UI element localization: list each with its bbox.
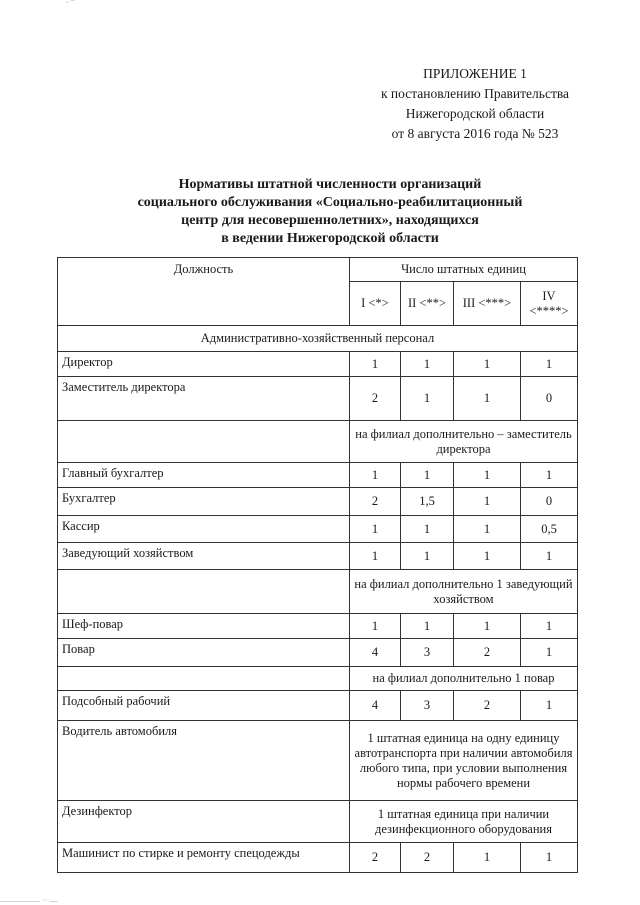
unit-value: 1,5: [401, 488, 454, 516]
unit-value: 1: [521, 463, 578, 488]
document-title: [90, 176, 570, 248]
position-name: Водитель автомобиля: [58, 721, 350, 801]
unit-value: 1: [521, 614, 578, 639]
unit-value: 1: [454, 488, 521, 516]
table-row: [58, 352, 578, 377]
unit-value: 1: [401, 352, 454, 377]
unit-value: 1: [401, 377, 454, 421]
header-units: Число штатных единиц: [350, 258, 578, 282]
unit-value: 1: [454, 352, 521, 377]
title-line: социального обслуживания «Социально-реабилитационный: [137, 195, 523, 210]
unit-value: 1: [454, 516, 521, 543]
table-row: [58, 721, 578, 801]
unit-value: 0: [521, 377, 578, 421]
position-name: Кассир: [58, 516, 350, 543]
header-position: Должность: [58, 258, 350, 326]
table-note-row: [58, 421, 578, 463]
position-name: Шеф-повар: [58, 614, 350, 639]
table-row: [58, 543, 578, 570]
scan-mark: ————— ·· —: [0, 896, 58, 905]
category-1: I <*>: [350, 282, 401, 326]
unit-value: 1: [401, 463, 454, 488]
appendix-line: к постановлению Правительства: [380, 86, 570, 101]
unit-value: 1: [350, 463, 401, 488]
branch-note: на филиал дополнительно 1 повар: [350, 667, 578, 691]
empty-cell: [58, 570, 350, 614]
position-name: Главный бухгалтер: [58, 463, 350, 488]
unit-value: 1: [521, 691, 578, 721]
position-name: Повар: [58, 639, 350, 667]
unit-value: 1: [350, 352, 401, 377]
unit-value: 2: [454, 691, 521, 721]
position-name: Подсобный рабочий: [58, 691, 350, 721]
position-name: Бухгалтер: [58, 488, 350, 516]
section-title: Административно-хозяйственный персонал: [58, 326, 578, 352]
unit-value: 0: [521, 488, 578, 516]
unit-value: 1: [521, 639, 578, 667]
unit-value: 1: [350, 614, 401, 639]
table-note-row: [58, 667, 578, 691]
unit-value: 2: [350, 377, 401, 421]
appendix-line: Нижегородской области: [405, 106, 545, 121]
unit-value: 3: [401, 639, 454, 667]
table-row: [58, 516, 578, 543]
table-row: [58, 843, 578, 873]
branch-note: на филиал дополнительно 1 заведующий хозяйством: [350, 570, 578, 614]
unit-value: 2: [350, 843, 401, 873]
unit-value: 1: [401, 543, 454, 570]
scan-mark: ˜ ¯: [66, 0, 75, 9]
category-4: IV <****>: [521, 282, 578, 326]
title-line: центр для несовершеннолетних», находящихся: [181, 213, 479, 228]
table-note-row: [58, 570, 578, 614]
empty-cell: [58, 421, 350, 463]
position-name: Заместитель директора: [58, 377, 350, 421]
staffing-rule: 1 штатная единица при наличии дезинфекционного оборудования: [350, 801, 578, 843]
unit-value: 4: [350, 691, 401, 721]
unit-value: 1: [454, 463, 521, 488]
position-name: Дезинфектор: [58, 801, 350, 843]
appendix-date: от 8 августа 2016 года № 523: [391, 126, 559, 141]
appendix-block: [340, 64, 610, 144]
unit-value: 2: [401, 843, 454, 873]
title-line: Нормативы штатной численности организаций: [178, 177, 482, 192]
unit-value: 1: [350, 516, 401, 543]
unit-value: 1: [454, 543, 521, 570]
empty-cell: [58, 667, 350, 691]
table-row: [58, 377, 578, 421]
table-row: [58, 691, 578, 721]
table-row: [58, 488, 578, 516]
category-3: III <***>: [454, 282, 521, 326]
unit-value: 4: [350, 639, 401, 667]
unit-value: 1: [521, 843, 578, 873]
position-name: Заведующий хозяйством: [58, 543, 350, 570]
unit-value: 1: [401, 516, 454, 543]
position-name: Машинист по стирке и ремонту спецодежды: [58, 843, 350, 873]
staffing-rule: 1 штатная единица на одну единицу автотранспорта при наличии автомобиля любого типа, при условии выполнения нормы рабочего времени: [350, 721, 578, 801]
table-row: [58, 639, 578, 667]
position-name: Директор: [58, 352, 350, 377]
staffing-table: [57, 257, 578, 873]
unit-value: 1: [521, 543, 578, 570]
unit-value: 2: [454, 639, 521, 667]
table-row: [58, 801, 578, 843]
table-row: [58, 463, 578, 488]
unit-value: 2: [350, 488, 401, 516]
unit-value: 3: [401, 691, 454, 721]
title-line: в ведении Нижегородской области: [221, 231, 439, 246]
unit-value: 1: [454, 614, 521, 639]
unit-value: 1: [521, 352, 578, 377]
branch-note: на филиал дополнительно – заместитель директора: [350, 421, 578, 463]
category-2: II <**>: [401, 282, 454, 326]
unit-value: 1: [350, 543, 401, 570]
unit-value: 1: [454, 377, 521, 421]
appendix-heading: ПРИЛОЖЕНИЕ 1: [423, 66, 527, 81]
table-row: [58, 614, 578, 639]
unit-value: 1: [401, 614, 454, 639]
unit-value: 0,5: [521, 516, 578, 543]
unit-value: 1: [454, 843, 521, 873]
